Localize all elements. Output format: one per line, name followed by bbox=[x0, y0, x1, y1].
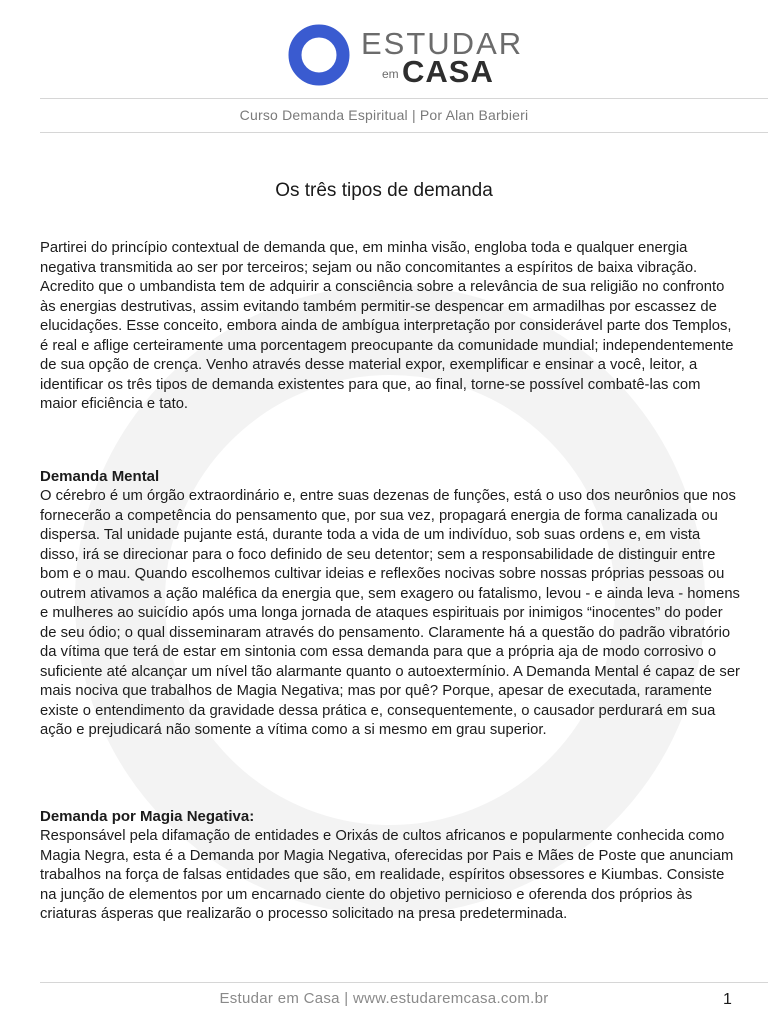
section-heading-demanda-mental: Demanda Mental bbox=[40, 468, 160, 485]
course-subtitle: Curso Demanda Espiritual | Por Alan Barbieri bbox=[239, 107, 529, 123]
site-header bbox=[0, 20, 768, 90]
header-divider-top bbox=[40, 98, 768, 99]
logo-word-estudar: ESTUDAR bbox=[361, 26, 524, 61]
logo-word-casa: CASA bbox=[402, 54, 494, 89]
section-heading-magia-negativa: Demanda por Magia Negativa: bbox=[40, 808, 255, 825]
document-title: Os três tipos de demanda bbox=[275, 180, 493, 201]
page-number: 1 bbox=[723, 991, 732, 1008]
section-body-demanda-mental: O cérebro é um órgão extraordinário e, entre suas dezenas de funções, está o uso dos neurônios que nos fornecerão a competência do pensamento que, por sua vez, propagará energia de forma canalizada ou dispersa. Tal unidade pujante está, durante toda a vida de um indivíduo, sob suas ordens e, em vista disso, irá se direcionar para o foco definido de seu detentor; sem a responsabilidade de distinguir entre bom e o mau. Quando escolhemos cultivar ideias e reflexões nocivas sobre nossas próprias pessoas ou outrem ativamos a ação maléfica da energia que, sem exagero ou fatalismo, levou - e ainda leva - homens e mulheres ao suicídio após uma longa jornada de ataques espirituais por inimigos “inocentes” do poder de seu ódio; o qual disseminaram através do pensamento. Claramente há a questão do padrão vibratório da vítima que terá de estar em sintonia com essa demanda para que a própria aja de modo corrosivo o suficiente até alcançar um nível tão alarmante quanto o autoextermínio. A Demanda Mental é capaz de ser mais nociva que trabalhos de Magia Negativa; mas por quê? Porque, apesar de executada, raramente existe o entendimento da gravidade dessa prática e, consequentemente, o causador perdurará em sua ação e prejudicará não somente a vítima como a si mesmo em grau superior. bbox=[40, 488, 740, 738]
section-body-magia-negativa: Responsável pela difamação de entidades e Orixás de cultos africanos e popularmente conhecida como Magia Negra, esta é a Demanda por Magia Negativa, oferecidas por Pais e Mães de Poste que anunciam trabalhos na força de falsas entidades que são, em realidade, espíritos obsessores e Kiumbas. Consiste na junção de elementos por um encarnado ciente do objetivo pernicioso e oferenda dos próprios às criaturas ásperas que realizarão o processo solicitado na presa predeterminada. bbox=[40, 828, 734, 922]
logo-ring-icon bbox=[287, 23, 351, 87]
intro-paragraph: Partirei do princípio contextual de demanda que, em minha visão, engloba toda e qualquer energia negativa transmitida ao ser por terceiros; sejam ou não concomitantes a espíritos de baixa vibração. Acredito que o umbandista tem de adquirir a consciência sobre a relevância de sua religião no confronto às energias destrutivas, assim evitando também permitir-se despencar em armadilhas por escassez de elucidações. Esse conceito, embora ainda de ambígua interpretação por considerável parte dos Templos, é real e aflige certeiramente uma porcentagem preocupante da comunidade mundial; independentemente de sua opção de crença. Venho através desse material expor, exemplificar e ensinar a você, leitor, a identificar os três tipos de demanda existentes para que, ao final, torne-se possível combatê-las com maior eficiência e tato. bbox=[40, 240, 734, 412]
header-divider-bottom bbox=[40, 132, 768, 133]
footer-divider bbox=[40, 982, 768, 983]
logo-word-em: em bbox=[382, 67, 399, 81]
footer-text: Estudar em Casa | www.estudaremcasa.com.br bbox=[219, 990, 549, 1007]
